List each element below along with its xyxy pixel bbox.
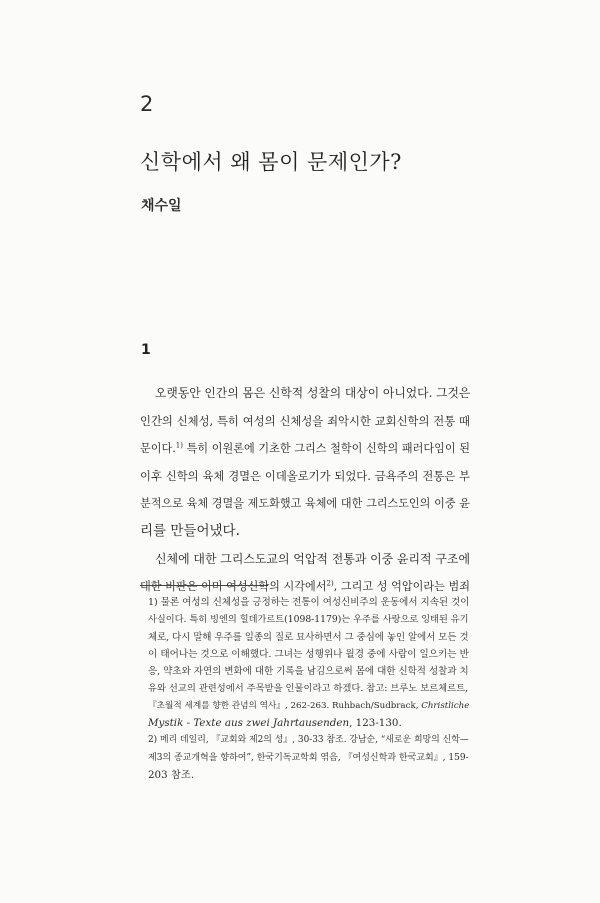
book-title-italic: Christliche [421,700,470,711]
chapter-title: 신학에서 왜 몸이 문제인가? [140,150,402,174]
footnote-ref-1: 1) [175,441,183,450]
footnote-line: 유와 선교의 관련성에서 주목받을 인물이라고 하겠다. 참고: 브루노 보르체르트, [148,683,469,695]
footnote-line: 제3의 종교개혁을 향하여”, 한국기독교학회 엮음, 『여성신학과 한국교회』, 159- [148,752,469,763]
footnote-line: 응, 약초와 자연의 변화에 대한 기록을 남김으로써 몸에 대한 신학적 성찰과 치 [148,666,469,678]
section-number: 1 [141,342,151,358]
footnotes [140,594,470,784]
paragraph-2 [140,546,470,601]
footnote-line: 2) 메리 데일리, 『교회와 제2의 성』, 30-33 참조. 강남순, “새로운 희망의 신학— [148,735,469,746]
text-run: 『초월적 세계를 향한 관념의 역사』, 262-263. Ruhbach/Sudbrack, [148,700,419,711]
footnote-line: 1) 물론 여성의 신체성을 긍정하는 전통이 여성신비주의 운동에서 지속된 것이 [148,597,470,608]
body-text [140,380,470,601]
footnote-line: 203 참조. [148,768,195,781]
text-run: , 그리고 성 억압이라는 범죄 [333,580,470,594]
text-line: 인간의 신체성, 특히 여성의 신체성을 죄악시한 교회신학의 전통 때 [140,413,470,428]
text-line: 분적으로 육체 경멸을 제도화했고 육체에 대한 그리스도인의 이중 윤 [140,497,470,511]
footnote-line: 사실이다. 특히 빙엔의 힐데가르트(1098-1179)는 우주를 사랑으로 잉태된 유기 [148,614,469,626]
text-line [140,435,470,463]
footnote-2 [140,732,470,784]
footnote-1 [140,594,470,732]
book-title-italic: Mystik - Texte aus zwei Jahrtausenden [148,717,350,730]
text-line: 리를 만들어냈다. [140,522,240,539]
footnote-line [140,698,470,715]
text-line: 신체에 대한 그리스도교의 억압적 전통과 이중 윤리적 구조에 [155,551,470,566]
text-run: 문이다. [140,442,176,456]
footnote-line: 체로, 다시 말해 우주를 일종의 질로 묘사하면서 그 중심에 놓인 알에서 모든 것 [148,631,469,643]
footnote-line [140,715,470,732]
chapter-number: 2 [140,92,154,116]
text-run: 대한 비판은 이미 여성신학의 시각에서 [140,580,327,594]
text-run: , 123-130. [349,717,402,730]
text-run: 특히 이원론에 기초한 그리스 철학이 신학의 패러다임이 된 [182,442,470,456]
author-name: 채수일 [141,198,182,214]
text-line: 이후 신학의 육체 경멸은 이데올로기가 되었다. 금욕주의 전통은 부 [140,468,470,483]
paragraph-1 [140,380,470,546]
text-line: 오랫동안 인간의 몸은 신학적 성찰의 대상이 아니었다. 그것은 [155,386,471,400]
footnote-line: 이 태어나는 것으로 이해했다. 그녀는 성행위나 월경 중에 사람이 일으키는 반 [148,648,469,660]
footnote-ref-2: 2) [326,579,334,588]
footnote-divider [140,585,268,586]
